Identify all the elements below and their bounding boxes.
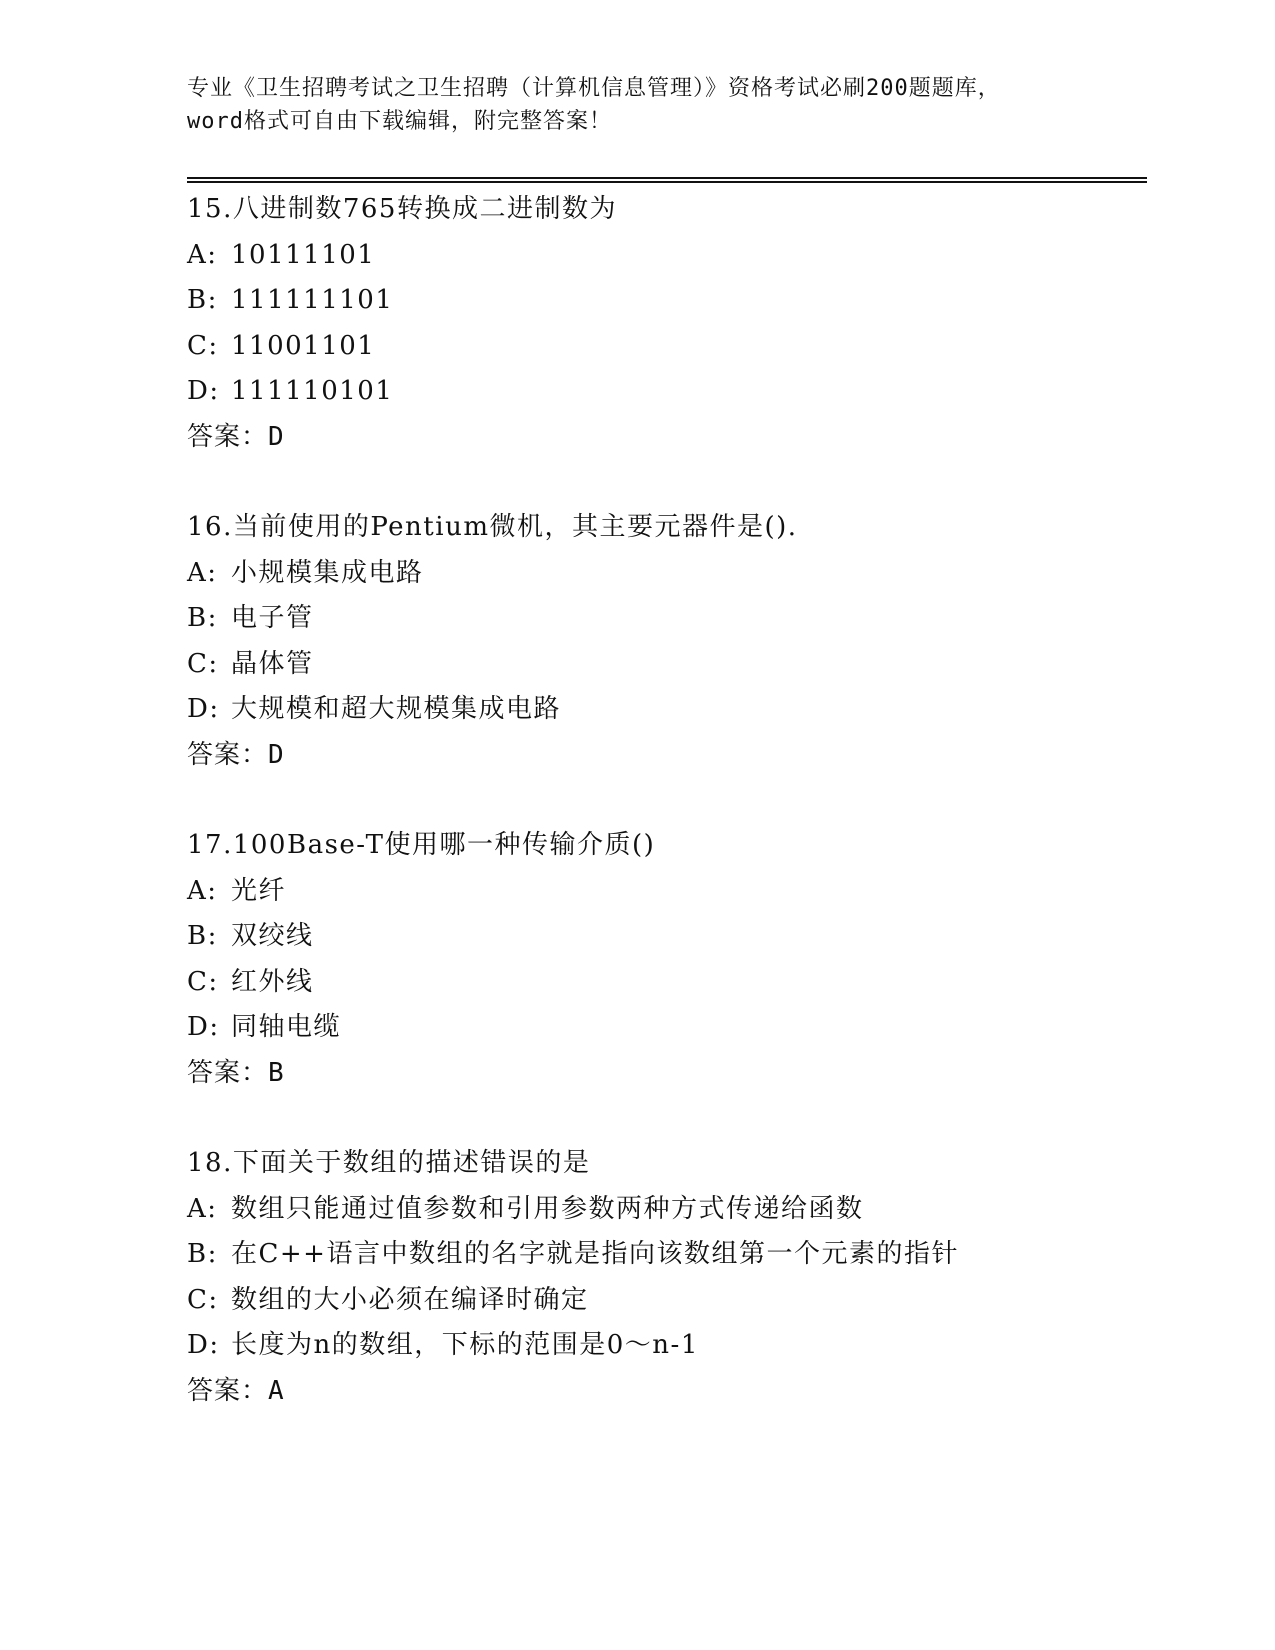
question-block [187,823,1147,1096]
option-b [187,914,1147,960]
option-letter: B: [187,285,218,315]
option-letter: A: [187,239,218,270]
option-text: 光纤 [231,875,287,906]
question-block [187,187,1147,460]
option-letter: D: [187,376,220,406]
option-text: 双绞线 [231,921,314,951]
option-text: 同轴电缆 [231,1012,342,1042]
option-text: 在C++语言中数组的名字就是指向该数组第一个元素的指针 [231,1239,959,1269]
option-c [187,1278,1147,1324]
option-a [187,551,1147,597]
option-c [187,642,1147,688]
answer-line: 答案：B [187,1057,285,1088]
question-stem: 18.下面关于数组的描述错误的是 [187,1148,591,1178]
header-line-2: word格式可自由下载编辑，附完整答案！ [187,109,612,134]
question-stem: 16.当前使用的Pentium微机，其主要元器件是(). [187,512,798,542]
option-letter: C: [187,966,219,997]
option-letter: C: [187,648,219,679]
option-text: 大规模和超大规模集成电路 [231,694,562,724]
question-block [187,505,1147,778]
option-c [187,960,1147,1006]
document-header [187,72,1147,138]
option-letter: D: [187,1012,220,1042]
question-stem: 15.八进制数765转换成二进制数为 [187,194,617,224]
option-letter: B: [187,603,218,633]
option-d [187,1323,1147,1369]
option-text: 小规模集成电路 [231,557,424,588]
option-text: 10111101 [231,239,376,270]
option-text: 长度为n的数组，下标的范围是0～n-1 [231,1330,699,1360]
option-letter: B: [187,921,218,951]
option-text: 红外线 [231,966,314,997]
option-text: 111111101 [231,285,394,315]
option-b [187,1232,1147,1278]
option-text: 电子管 [231,603,314,633]
option-d [187,1005,1147,1051]
question-block [187,1141,1147,1414]
option-text: 数组的大小必须在编译时确定 [231,1284,589,1315]
option-a [187,233,1147,279]
option-d [187,687,1147,733]
option-letter: A: [187,1193,218,1224]
option-b [187,596,1147,642]
option-text: 11001101 [231,330,376,361]
header-divider-top [187,177,1147,179]
option-letter: D: [187,694,220,724]
option-letter: B: [187,1239,218,1269]
option-letter: A: [187,875,218,906]
header-line-1: 专业《卫生招聘考试之卫生招聘（计算机信息管理）》资格考试必刷200题题库， [187,76,1001,101]
option-a [187,869,1147,915]
option-letter: D: [187,1330,220,1360]
option-letter: A: [187,557,218,588]
answer-line: 答案：D [187,739,285,770]
option-a [187,1187,1147,1233]
option-letter: C: [187,330,219,361]
option-d [187,369,1147,415]
option-text: 晶体管 [231,648,314,679]
option-letter: C: [187,1284,219,1315]
option-text: 111110101 [231,376,394,406]
option-c [187,324,1147,370]
header-divider-bottom [187,181,1147,183]
answer-line: 答案：D [187,421,285,452]
option-text: 数组只能通过值参数和引用参数两种方式传递给函数 [231,1193,864,1224]
answer-line: 答案：A [187,1375,285,1406]
question-stem: 17.100Base-T使用哪一种传输介质() [187,830,656,860]
option-b [187,278,1147,324]
